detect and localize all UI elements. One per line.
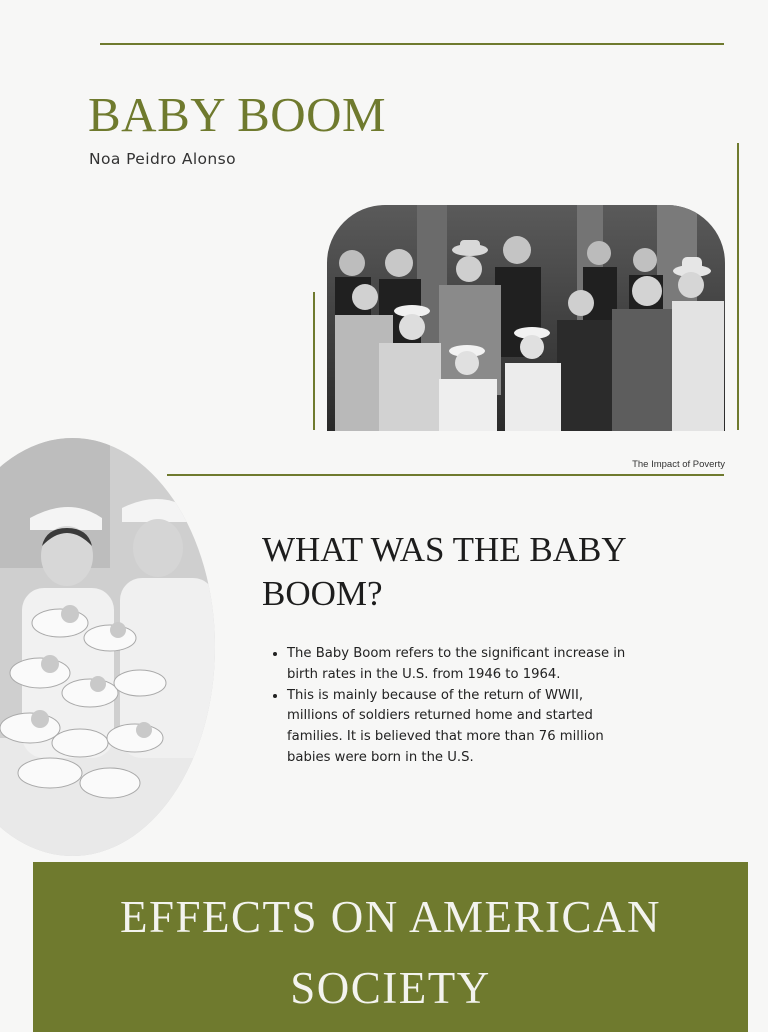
section-heading: WHAT WAS THE BABY BOOM? [262,530,626,613]
right-vertical-divider [737,143,739,430]
nurses-photo-illustration [0,438,215,856]
family-photo-illustration [327,205,725,431]
top-divider [100,43,724,45]
photo-left-vertical-divider [313,292,315,430]
middle-divider [167,474,724,476]
nurses-photo [0,438,215,856]
family-photo [327,205,725,431]
banner-title: EFFECTS ON AMERICAN SOCIETY [119,892,662,1013]
bullet-item: • This is mainly because of the return of WWII, millions of soldiers returned home and started families. It is believed that more than 76 million babies were born in the U.S. [287,686,632,769]
effects-banner [33,862,748,1032]
bullet-item: • The Baby Boom refers to the significant increase in birth rates in the U.S. from 1946 to 1964. [287,644,632,686]
page-title: BABY BOOM [88,87,387,142]
bullet-list [270,644,632,769]
author-name: Noa Peidro Alonso [89,150,236,168]
photo-caption: The Impact of Poverty [632,459,725,470]
